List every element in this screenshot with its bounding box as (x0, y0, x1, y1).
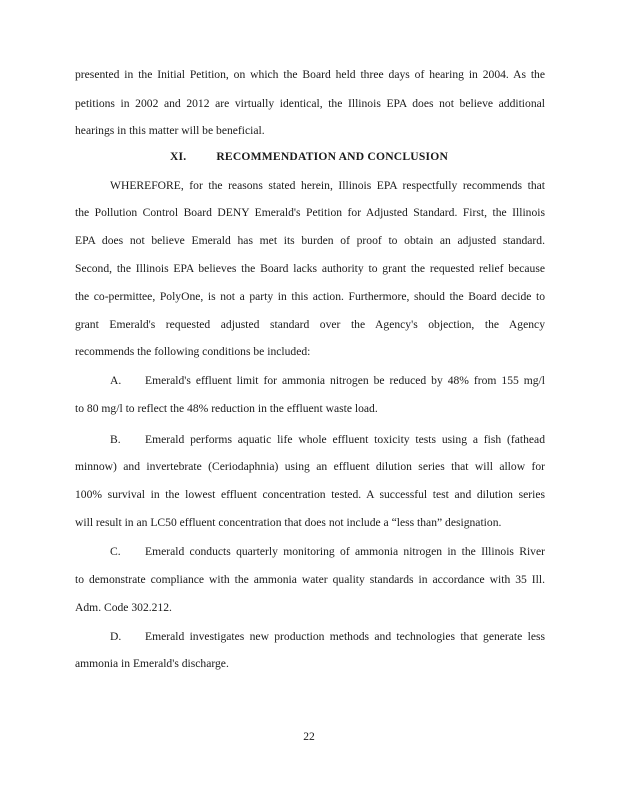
carryover-line-1: presented in the Initial Petition, on which the Board held three days of hearing in 2004. As the (75, 68, 545, 81)
condition-c-line-3: Adm. Code 302.212. (75, 601, 172, 614)
condition-b-letter: B. (110, 433, 121, 446)
condition-a-line-2: to 80 mg/l to reflect the 48% reduction in the effluent waste load. (75, 402, 378, 415)
condition-c-letter: C. (110, 545, 121, 558)
condition-d-text-1: Emerald investigates new production methods and technologies that generate less (145, 630, 545, 643)
conclusion-line-1: WHEREFORE, for the reasons stated herein, Illinois EPA respectfully recommends that (110, 179, 545, 192)
condition-d-letter: D. (110, 630, 122, 643)
conclusion-line-7: recommends the following conditions be included: (75, 345, 311, 358)
condition-d-line-1 (110, 630, 545, 644)
condition-a-letter: A. (110, 374, 122, 387)
condition-d-line-2: ammonia in Emerald's discharge. (75, 657, 229, 670)
condition-c-line-2: to demonstrate compliance with the ammonia water quality standards in accordance with 35 Ill. (75, 573, 545, 586)
condition-b-line-2: minnow) and invertebrate (Ceriodaphnia) using an effluent dilution series that will allow for (75, 460, 545, 473)
condition-b-line-4: will result in an LC50 effluent concentration that does not include a “less than” designation. (75, 516, 502, 529)
condition-b-line-3: 100% survival in the lowest effluent concentration tested. A successful test and dilution series (75, 488, 545, 501)
condition-c-text-1: Emerald conducts quarterly monitoring of ammonia nitrogen in the Illinois River (145, 545, 545, 558)
conclusion-line-3: EPA does not believe Emerald has met its burden of proof to obtain an adjusted standard. (75, 234, 545, 247)
condition-c-line-1 (110, 545, 545, 559)
condition-a-text-1: Emerald's effluent limit for ammonia nitrogen be reduced by 48% from 155 mg/l (145, 374, 545, 387)
conclusion-line-6: grant Emerald's requested adjusted standard over the Agency's objection, the Agency (75, 318, 545, 331)
condition-b-line-1 (110, 433, 545, 447)
section-title: RECOMMENDATION AND CONCLUSION (216, 150, 449, 163)
carryover-line-2: petitions in 2002 and 2012 are virtually identical, the Illinois EPA does not believe additional (75, 97, 545, 110)
section-number: XI. (169, 150, 187, 163)
conclusion-line-4: Second, the Illinois EPA believes the Board lacks authority to grant the requested relief because (75, 262, 545, 275)
condition-b-text-1: Emerald performs aquatic life whole effluent toxicity tests using a fish (fathead (145, 433, 545, 446)
conclusion-line-2: the Pollution Control Board DENY Emerald's Petition for Adjusted Standard. First, the Illinois (75, 206, 545, 219)
page-number: 22 (303, 730, 315, 743)
carryover-line-3: hearings in this matter will be beneficial. (75, 124, 265, 137)
conclusion-line-5: the co-permittee, PolyOne, is not a party in this action. Furthermore, should the Board decide to (75, 290, 545, 303)
condition-a-line-1 (110, 374, 545, 388)
section-heading (0, 150, 618, 164)
